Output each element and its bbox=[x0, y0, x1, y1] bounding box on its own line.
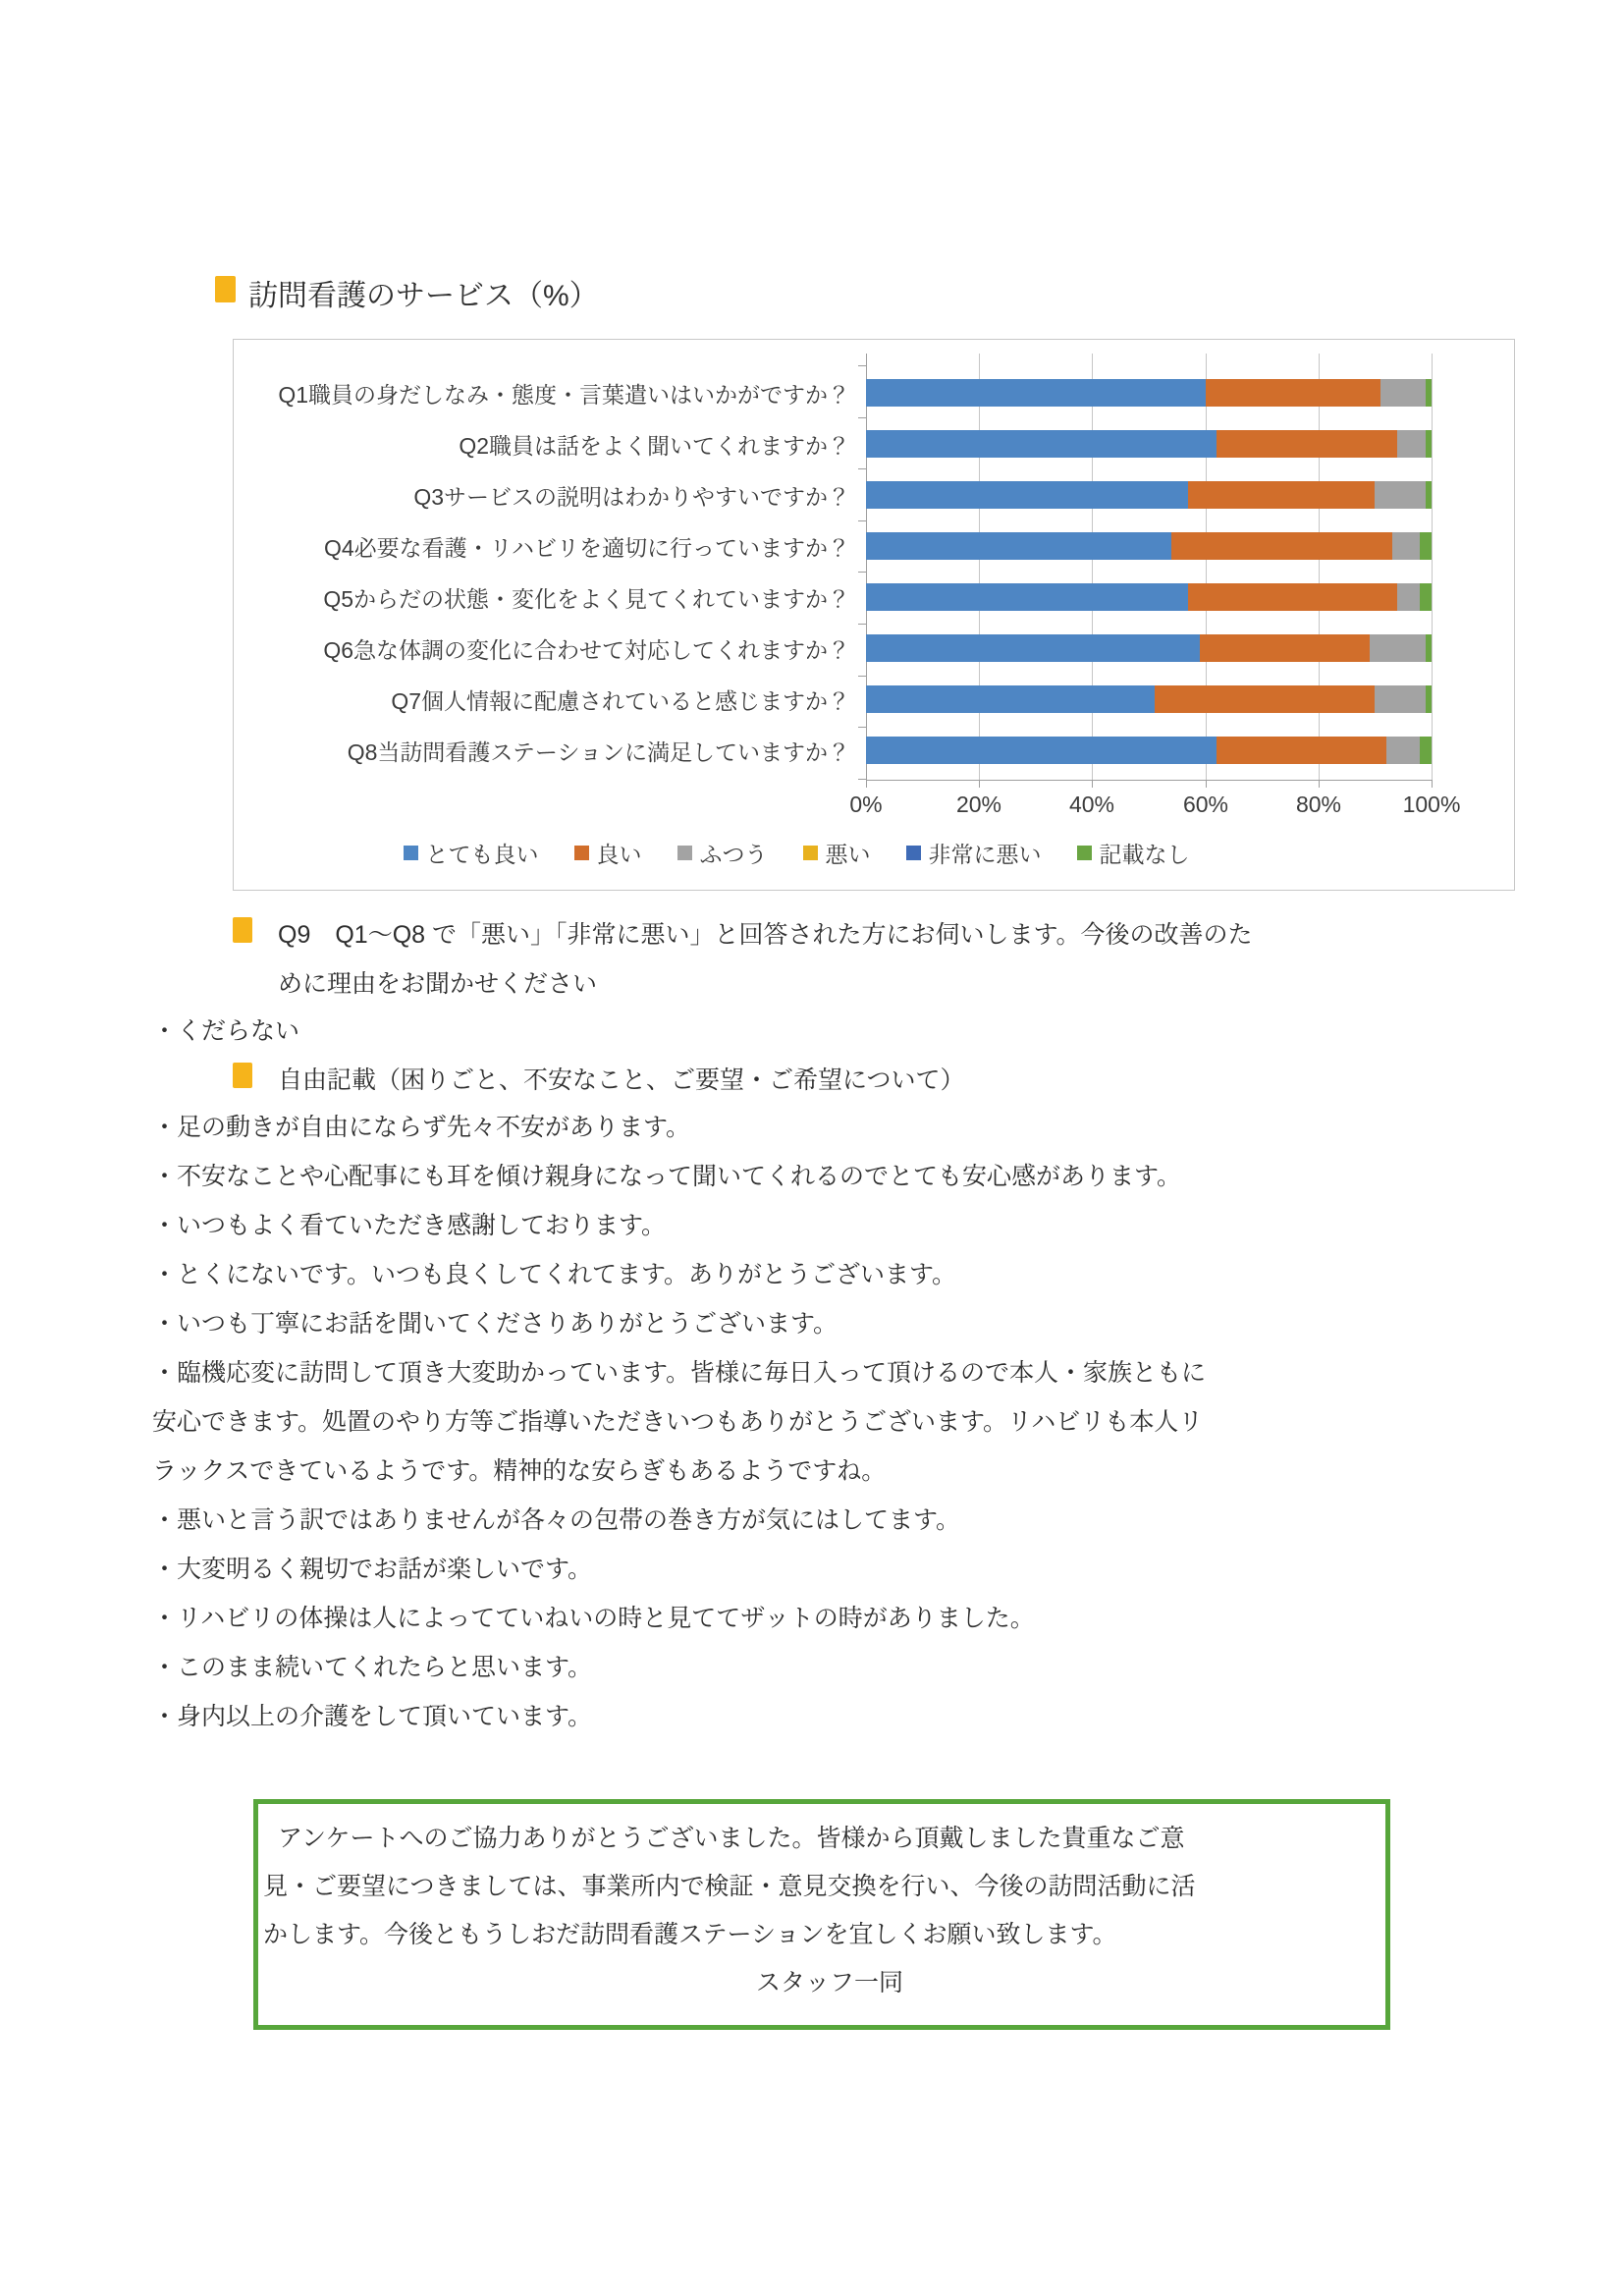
bar-segment-normal bbox=[1397, 583, 1420, 611]
bar-track bbox=[866, 685, 1432, 713]
chart-row bbox=[234, 572, 1516, 623]
legend-item-very-good bbox=[404, 837, 539, 869]
q9-heading-line: めに理由をお聞かせください bbox=[278, 970, 598, 998]
closing-signature: スタッフ一同 bbox=[755, 1969, 903, 1996]
bar-segment-good bbox=[1217, 737, 1386, 764]
bar-segment-no-entry bbox=[1426, 634, 1432, 662]
bar-segment-normal bbox=[1380, 379, 1426, 407]
bar-segment-good bbox=[1188, 481, 1375, 509]
chart-category-label: Q6急な体調の変化に合わせて対応してくれますか？ bbox=[323, 636, 850, 663]
legend-swatch-very-bad bbox=[906, 846, 921, 860]
chart-category-label: Q3サービスの説明はわかりやすいですか？ bbox=[413, 483, 850, 510]
legend-swatch-no-entry bbox=[1077, 846, 1092, 860]
legend-item-good bbox=[574, 837, 642, 869]
bar-segment-good bbox=[1188, 583, 1397, 611]
bar-segment-very-good bbox=[866, 481, 1188, 509]
chart-row bbox=[234, 469, 1516, 520]
chart-rows bbox=[234, 367, 1516, 776]
legend-swatch-bad bbox=[803, 846, 818, 860]
bar-segment-very-good bbox=[866, 685, 1155, 713]
chart-row bbox=[234, 623, 1516, 674]
section-bullet-icon bbox=[233, 1063, 252, 1088]
bar-segment-no-entry bbox=[1426, 430, 1432, 458]
page-title: 訪問看護のサービス（%） bbox=[248, 280, 599, 312]
chart-legend bbox=[155, 837, 1437, 869]
free-text-item: ・足の動きが自由にならず先々不安があります。 bbox=[152, 1114, 691, 1141]
legend-label-very-bad: 非常に悪い bbox=[928, 842, 1042, 867]
bar-segment-very-good bbox=[866, 430, 1217, 458]
legend-swatch-very-good bbox=[404, 846, 418, 860]
bar-segment-normal bbox=[1392, 532, 1421, 560]
x-axis-tick-label: 0% bbox=[849, 792, 883, 817]
x-axis-tick bbox=[1092, 780, 1093, 788]
x-axis-tick-label: 40% bbox=[1068, 792, 1115, 817]
x-axis-tick-label: 20% bbox=[955, 792, 1002, 817]
bar-track bbox=[866, 532, 1432, 560]
chart-row bbox=[234, 674, 1516, 725]
legend-label-bad: 悪い bbox=[825, 842, 871, 867]
y-axis-tick bbox=[858, 779, 866, 780]
x-axis-tick bbox=[1319, 780, 1320, 788]
chart-category-label: Q7個人情報に配慮されていると感じますか？ bbox=[391, 687, 850, 714]
bar-segment-no-entry bbox=[1420, 583, 1432, 611]
legend-label-normal: ふつう bbox=[699, 842, 768, 867]
y-axis-tick bbox=[858, 365, 866, 366]
legend-label-very-good: とても良い bbox=[425, 842, 539, 867]
free-text-item: ・身内以上の介護をして頂いています。 bbox=[152, 1703, 593, 1730]
q9-heading-line: Q9 Q1～Q8 で「悪い」「非常に悪い」と回答された方にお伺いします。今後の改善のた bbox=[278, 921, 1253, 949]
bar-segment-normal bbox=[1386, 737, 1421, 764]
bar-segment-good bbox=[1217, 430, 1397, 458]
bar-track bbox=[866, 379, 1432, 407]
free-text-heading: 自由記載（困りごと、不安なこと、ご要望・ご希望について） bbox=[278, 1066, 965, 1094]
free-text-list bbox=[152, 1103, 1206, 1741]
bar-segment-good bbox=[1155, 685, 1376, 713]
x-axis-tick-label: 60% bbox=[1182, 792, 1229, 817]
bar-segment-no-entry bbox=[1426, 481, 1432, 509]
x-axis-tick bbox=[979, 780, 980, 788]
bar-track bbox=[866, 634, 1432, 662]
bar-segment-good bbox=[1171, 532, 1392, 560]
chart-category-label: Q2職員は話をよく聞いてくれますか？ bbox=[459, 432, 850, 459]
bar-segment-good bbox=[1206, 379, 1381, 407]
chart-row bbox=[234, 520, 1516, 572]
closing-line: 見・ご要望につきましては、事業所内で検証・意見交換を行い、今後の訪問活動に活 bbox=[263, 1873, 1196, 1900]
bar-segment-no-entry bbox=[1420, 532, 1432, 560]
free-text-item: 安心できます。処置のやり方等ご指導いただきいつもありがとうございます。リハビリも本人リ bbox=[152, 1408, 1204, 1436]
q9-heading bbox=[278, 910, 1495, 1009]
bar-track bbox=[866, 481, 1432, 509]
bar-track bbox=[866, 737, 1432, 764]
free-text-item: ・不安なことや心配事にも耳を傾け親身になって聞いてくれるのでとても安心感があります。 bbox=[152, 1163, 1182, 1190]
legend-item-bad bbox=[803, 837, 871, 869]
x-axis-tick-label: 100% bbox=[1402, 792, 1461, 817]
bar-segment-very-good bbox=[866, 532, 1171, 560]
bar-segment-normal bbox=[1375, 685, 1426, 713]
chart-category-label: Q5からだの状態・変化をよく見てくれていますか？ bbox=[323, 585, 850, 612]
legend-label-no-entry: 記載なし bbox=[1099, 842, 1190, 867]
bar-segment-no-entry bbox=[1426, 379, 1432, 407]
legend-swatch-normal bbox=[677, 846, 692, 860]
bar-track bbox=[866, 583, 1432, 611]
bar-segment-no-entry bbox=[1420, 737, 1432, 764]
legend-item-normal bbox=[677, 837, 768, 869]
free-text-item: ・とくにないです。いつも良くしてくれてます。ありがとうございます。 bbox=[152, 1261, 957, 1288]
free-text-item: ・悪いと言う訳ではありませんが各々の包帯の巻き方が気にはしてます。 bbox=[152, 1506, 961, 1534]
q9-answer: ・くだらない bbox=[152, 1017, 300, 1045]
closing-message-box bbox=[253, 1799, 1390, 2030]
chart-category-label: Q8当訪問看護ステーションに満足していますか？ bbox=[347, 738, 850, 765]
bar-segment-normal bbox=[1370, 634, 1427, 662]
free-text-item: ・いつもよく看ていただき感謝しております。 bbox=[152, 1212, 667, 1239]
free-text-item: ラックスできているようです。精神的な安らぎもあるようですね。 bbox=[152, 1457, 887, 1485]
closing-line: アンケートへのご協力ありがとうございました。皆様から頂戴しました貴重なご意 bbox=[278, 1825, 1185, 1852]
bar-segment-very-good bbox=[866, 634, 1200, 662]
chart-row bbox=[234, 418, 1516, 469]
section-bullet-icon bbox=[215, 276, 236, 302]
closing-line: かします。今後ともうしおだ訪問看護ステーションを宜しくお願い致します。 bbox=[263, 1921, 1117, 1948]
free-text-item: ・臨機応変に訪問して頂き大変助かっています。皆様に毎日入って頂けるので本人・家族ともに bbox=[152, 1359, 1207, 1387]
bar-segment-no-entry bbox=[1426, 685, 1432, 713]
free-text-item: ・このまま続いてくれたらと思います。 bbox=[152, 1654, 593, 1681]
legend-swatch-good bbox=[574, 846, 589, 860]
free-text-item: ・リハビリの体操は人によってていねいの時と見ててザットの時がありました。 bbox=[152, 1605, 1035, 1632]
legend-item-very-bad bbox=[906, 837, 1042, 869]
bar-segment-very-good bbox=[866, 737, 1217, 764]
section-bullet-icon bbox=[233, 917, 252, 943]
bar-segment-very-good bbox=[866, 379, 1206, 407]
legend-label-good: 良い bbox=[596, 842, 642, 867]
x-axis-tick bbox=[1206, 780, 1207, 788]
chart-category-label: Q1職員の身だしなみ・態度・言葉遣いはいかがですか？ bbox=[278, 381, 850, 408]
bar-segment-normal bbox=[1375, 481, 1426, 509]
x-axis-tick bbox=[1432, 780, 1433, 788]
chart-row bbox=[234, 367, 1516, 418]
legend-item-no-entry bbox=[1077, 837, 1190, 869]
bar-segment-normal bbox=[1397, 430, 1426, 458]
bar-track bbox=[866, 430, 1432, 458]
chart-container bbox=[233, 339, 1515, 891]
x-axis-line bbox=[866, 780, 1433, 781]
free-text-item: ・大変明るく親切でお話が楽しいです。 bbox=[152, 1556, 593, 1583]
chart-category-label: Q4必要な看護・リハビリを適切に行っていますか？ bbox=[324, 534, 850, 561]
x-axis-tick bbox=[866, 780, 867, 788]
bar-segment-good bbox=[1200, 634, 1370, 662]
free-text-item: ・いつも丁寧にお話を聞いてくださりありがとうございます。 bbox=[152, 1310, 839, 1338]
bar-segment-very-good bbox=[866, 583, 1188, 611]
x-axis-tick-label: 80% bbox=[1295, 792, 1342, 817]
chart-row bbox=[234, 725, 1516, 776]
